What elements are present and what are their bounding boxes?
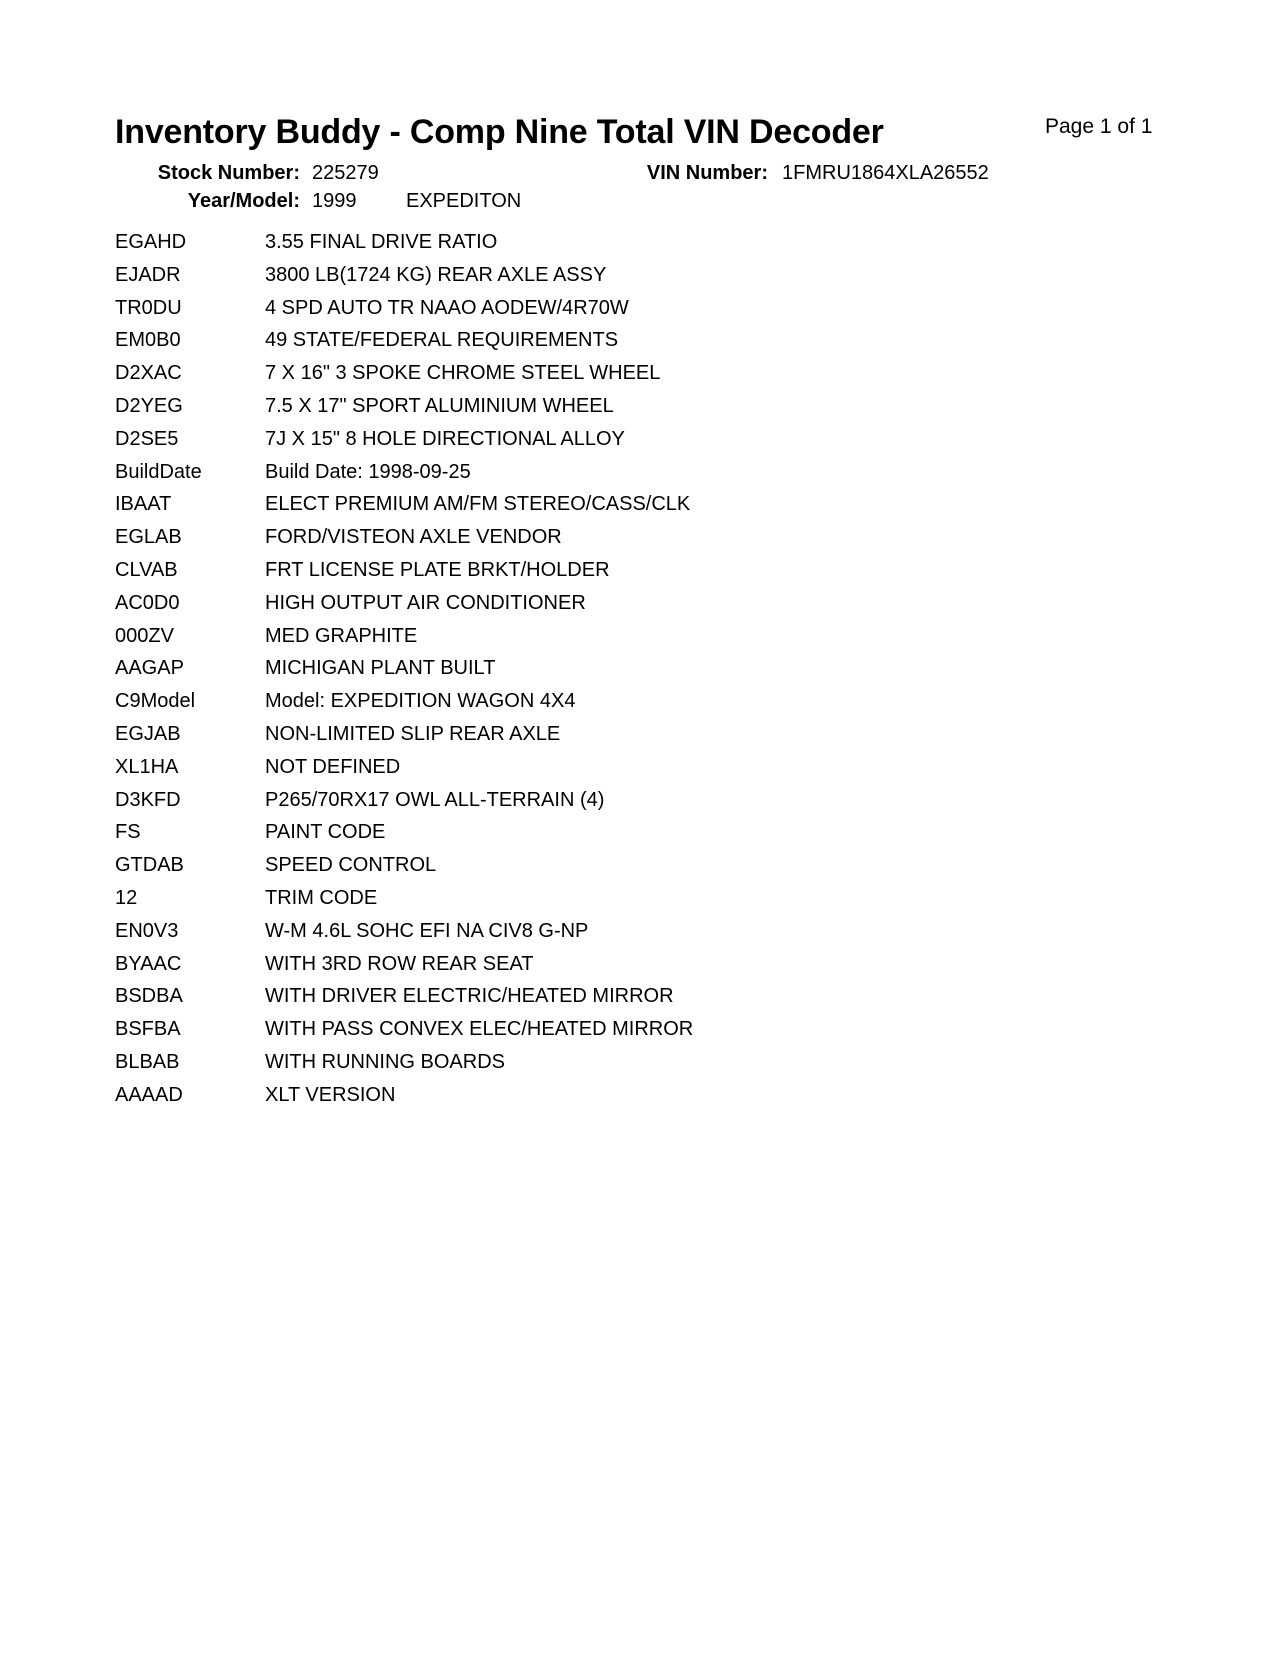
option-row [115,851,815,884]
option-code: D2XAC [115,362,182,385]
option-row [115,818,815,851]
option-row [115,654,815,687]
option-code: BSDBA [115,985,183,1008]
page-indicator: Page 1 of 1 [1045,115,1153,138]
option-description: WITH RUNNING BOARDS [265,1050,505,1073]
option-row [115,687,815,720]
option-description: 49 STATE/FEDERAL REQUIREMENTS [265,329,619,352]
option-code: BYAAC [115,952,182,975]
option-description: TRIM CODE [265,886,378,909]
option-code: AAGAP [115,657,184,680]
option-description: MED GRAPHITE [265,624,418,647]
option-row [115,589,815,622]
option-description: 7 X 16" 3 SPOKE CHROME STEEL WHEEL [265,362,661,385]
option-row [115,392,815,425]
option-code: D2SE5 [115,427,179,450]
option-row [115,622,815,655]
option-description: XLT VERSION [265,1083,396,1106]
option-description: 7J X 15" 8 HOLE DIRECTIONAL ALLOY [265,427,625,450]
option-code: AC0D0 [115,591,180,614]
option-code: BLBAB [115,1050,180,1073]
option-row [115,1015,815,1048]
option-code: IBAAT [115,493,172,516]
option-code: 12 [115,886,138,909]
option-code: C9Model [115,690,196,713]
option-code-list [115,228,815,1114]
option-code: BuildDate [115,460,202,483]
option-row [115,425,815,458]
option-code: GTDAB [115,854,184,877]
option-description: WITH DRIVER ELECTRIC/HEATED MIRROR [265,985,674,1008]
option-code: EGLAB [115,526,182,549]
option-code: 000ZV [115,624,174,647]
option-row [115,490,815,523]
option-description: NOT DEFINED [265,755,401,778]
option-description: HIGH OUTPUT AIR CONDITIONER [265,591,586,614]
option-description: SPEED CONTROL [265,854,437,877]
option-code: EGJAB [115,722,181,745]
option-code: EJADR [115,263,181,286]
option-row [115,786,815,819]
option-code: BSFBA [115,1018,181,1041]
stock-number-value: 225279 [312,162,379,184]
vin-number-value: 1FMRU1864XLA26552 [782,162,989,184]
option-row [115,982,815,1015]
year-model-label: Year/Model: [187,190,300,212]
option-description: MICHIGAN PLANT BUILT [265,657,496,680]
option-row [115,556,815,589]
option-description: 3.55 FINAL DRIVE RATIO [265,231,498,253]
option-description: NON-LIMITED SLIP REAR AXLE [265,722,561,745]
option-row [115,917,815,950]
option-row [115,720,815,753]
option-row [115,950,815,983]
option-code: D3KFD [115,788,181,811]
option-code: XL1HA [115,755,179,778]
option-code: AAAAD [115,1083,183,1106]
option-code: D2YEG [115,394,183,417]
option-description: WITH PASS CONVEX ELEC/HEATED MIRROR [265,1018,694,1041]
option-description: 3800 LB(1724 KG) REAR AXLE ASSY [265,263,607,286]
model-value: EXPEDITON [406,190,522,212]
option-code: EN0V3 [115,919,179,942]
option-description: ELECT PREMIUM AM/FM STEREO/CASS/CLK [265,493,691,516]
option-description: WITH 3RD ROW REAR SEAT [265,952,534,975]
option-row [115,1048,815,1081]
option-description: Model: EXPEDITION WAGON 4X4 [265,690,576,713]
option-description: FORD/VISTEON AXLE VENDOR [265,526,562,549]
option-description: W-M 4.6L SOHC EFI NA CIV8 G-NP [265,919,589,942]
option-description: 7.5 X 17" SPORT ALUMINIUM WHEEL [265,394,614,417]
option-code: EM0B0 [115,329,181,352]
option-row [115,1081,815,1114]
option-description: P265/70RX17 OWL ALL-TERRAIN (4) [265,788,605,811]
option-row [115,261,815,294]
option-row [115,523,815,556]
option-description: FRT LICENSE PLATE BRKT/HOLDER [265,558,610,581]
option-description: Build Date: 1998-09-25 [265,460,471,483]
option-code: TR0DU [115,296,182,319]
option-row [115,458,815,491]
option-row [115,753,815,786]
stock-number-label: Stock Number: [157,162,300,184]
option-code: EGAHD [115,231,187,253]
vin-number-label: VIN Number: [646,162,768,184]
option-row [115,359,815,392]
option-code: FS [115,821,141,844]
option-row [115,294,815,327]
option-code: CLVAB [115,558,178,581]
option-row [115,884,815,917]
year-value: 1999 [312,190,357,212]
option-description: 4 SPD AUTO TR NAAO AODEW/4R70W [265,296,629,319]
report-title: Inventory Buddy - Comp Nine Total VIN Decoder [115,113,884,151]
option-row [115,228,815,261]
option-row [115,326,815,359]
option-description: PAINT CODE [265,821,386,844]
